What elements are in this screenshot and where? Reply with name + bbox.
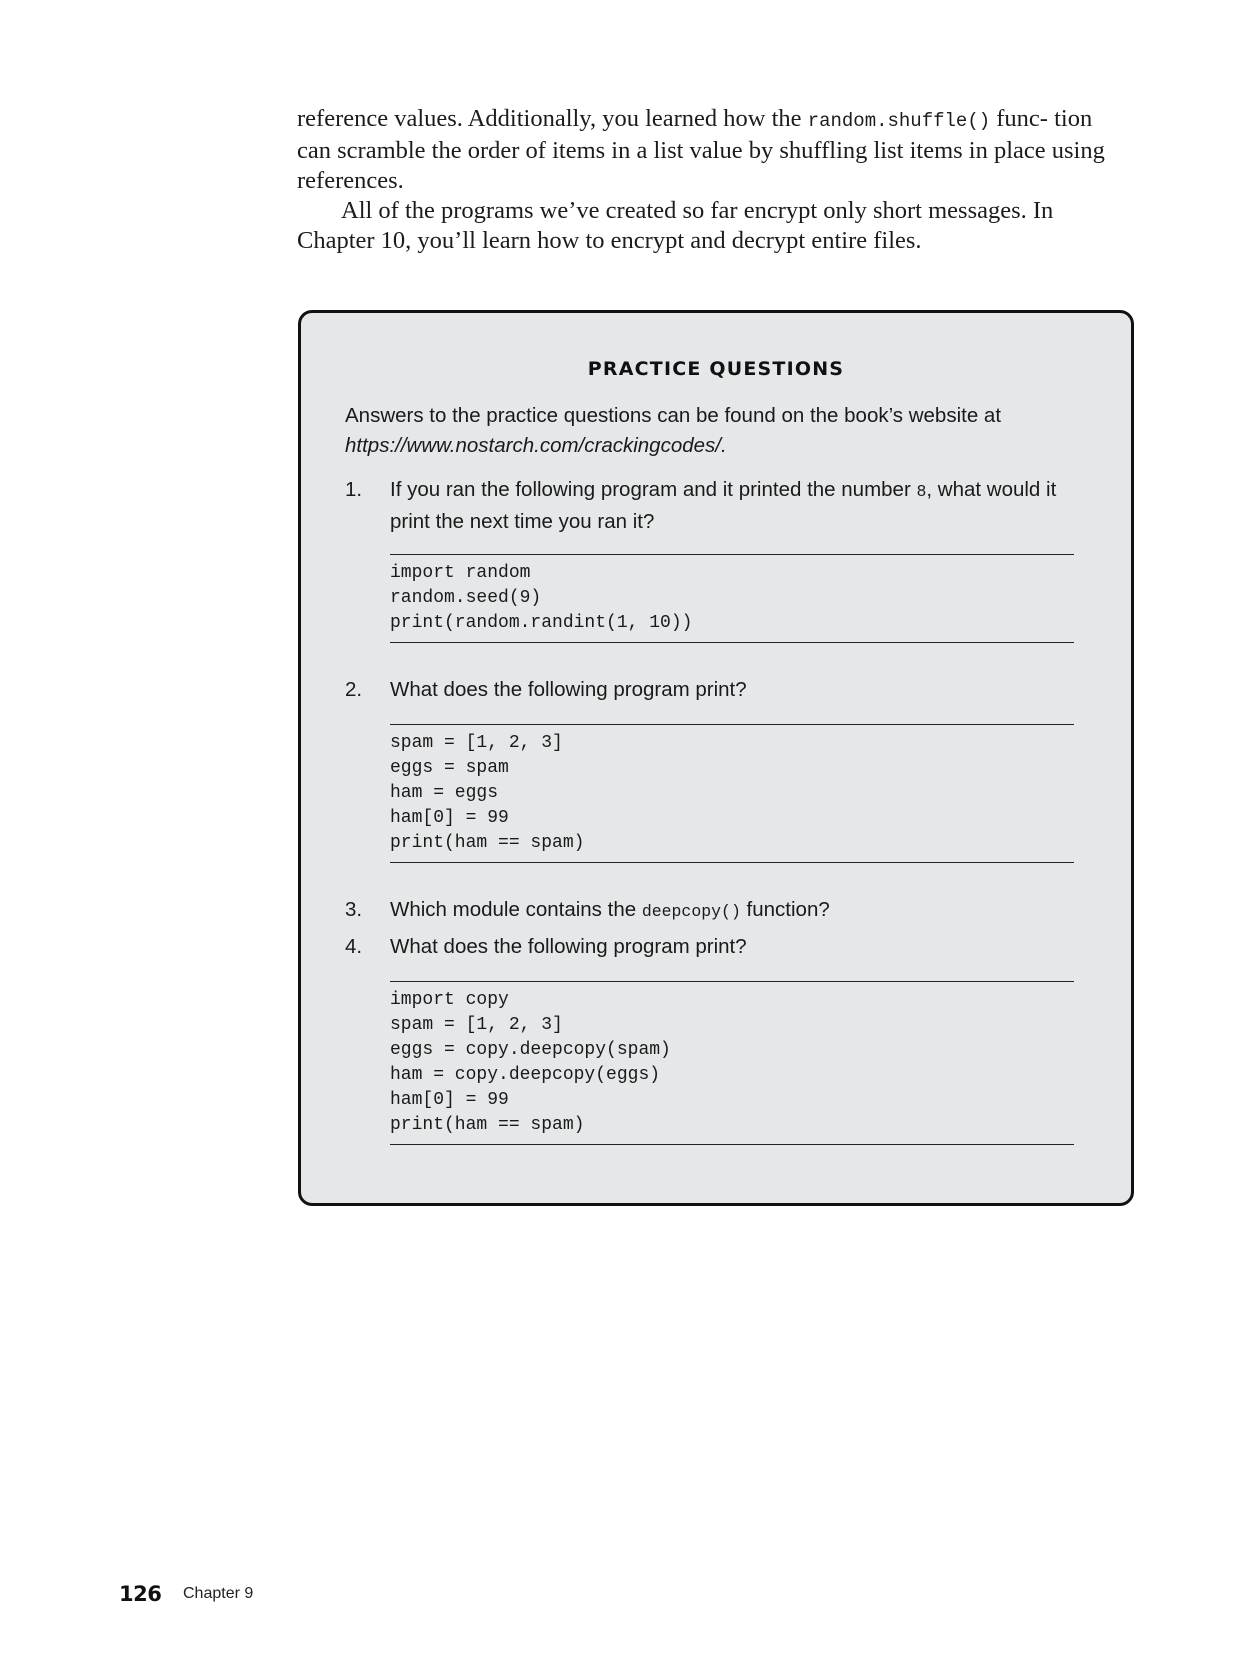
code-line: ham = copy.deepcopy(eggs) xyxy=(390,1065,661,1085)
code-line: random.seed(9) xyxy=(390,588,542,608)
question-text-segment: If you ran the following program and it printed the number xyxy=(390,478,917,501)
question-1 xyxy=(345,475,1090,537)
box-title: PRACTICE QUESTIONS xyxy=(587,358,845,380)
question-number: 1. xyxy=(345,478,363,501)
intro-paragraph-1 xyxy=(297,104,1122,196)
question-text-segment: Which module contains the xyxy=(390,898,642,921)
practice-questions-box xyxy=(298,310,1134,1206)
intro-text-segment: tion can scramble the order of items in a list value by shuffling list items in place using references. xyxy=(297,105,1105,194)
code-line: spam = [1, 2, 3] xyxy=(390,733,563,753)
question-number: 2. xyxy=(345,678,363,701)
code-block-2 xyxy=(390,724,1074,863)
question-number: 3. xyxy=(345,898,363,921)
intro-paragraph-2: All of the programs we’ve created so far encrypt only short messages. In Chapter 10, you’ll learn how to encrypt and decrypt entire files. xyxy=(297,197,1054,254)
answers-text: Answers to the practice questions can be found on the book’s website at xyxy=(345,404,1002,427)
code-line: ham[0] = 99 xyxy=(390,808,509,828)
question-text: What does the following program print? xyxy=(390,935,747,958)
question-number: 4. xyxy=(345,935,363,958)
code-line: spam = [1, 2, 3] xyxy=(390,1015,563,1035)
code-line: print(random.randint(1, 10)) xyxy=(390,613,693,633)
intro-text-segment: func- xyxy=(990,105,1048,132)
code-line: import random xyxy=(390,563,531,583)
code-line: import copy xyxy=(390,990,509,1010)
code-line: ham = eggs xyxy=(390,783,499,803)
inline-code: 8 xyxy=(916,482,927,501)
code-line: eggs = spam xyxy=(390,758,509,778)
question-4 xyxy=(345,932,1090,962)
question-text: What does the following program print? xyxy=(390,678,747,701)
answers-note xyxy=(345,401,1105,461)
inline-code: random.shuffle() xyxy=(807,110,991,132)
answers-url-link[interactable]: https://www.nostarch.com/crackingcodes/. xyxy=(345,434,727,457)
question-2 xyxy=(345,675,1090,705)
question-text xyxy=(390,475,1090,537)
question-text-segment: , what would it print the next time you ran it? xyxy=(390,478,1057,533)
intro-text-segment: reference values. Additionally, you learned how the xyxy=(297,105,808,132)
code-line: print(ham == spam) xyxy=(390,1115,585,1135)
question-3 xyxy=(345,895,1090,927)
chapter-label: Chapter 9 xyxy=(183,1585,254,1602)
page-number: 126 xyxy=(119,1582,162,1606)
code-line: ham[0] = 99 xyxy=(390,1090,509,1110)
question-text-segment: function? xyxy=(740,898,830,921)
code-block-4 xyxy=(390,981,1074,1145)
code-line: print(ham == spam) xyxy=(390,833,585,853)
code-line: eggs = copy.deepcopy(spam) xyxy=(390,1040,671,1060)
code-block-1 xyxy=(390,554,1074,643)
question-text xyxy=(390,895,1090,927)
intro-text xyxy=(297,104,1122,256)
inline-code: deepcopy() xyxy=(641,902,741,921)
